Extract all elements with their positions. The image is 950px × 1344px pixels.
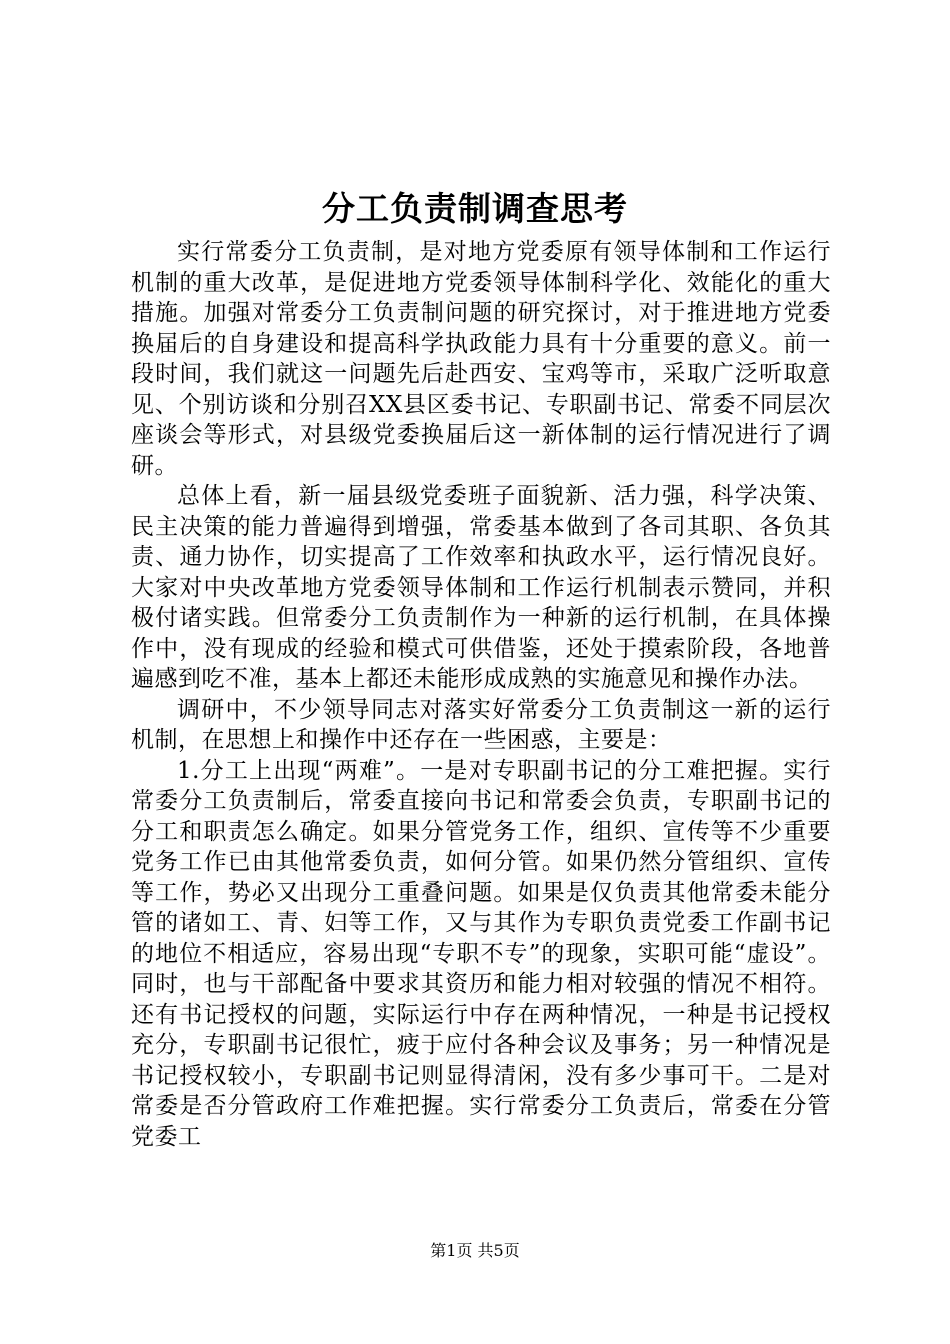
paragraph-3: 调研中，不少领导同志对落实好常委分工负责制这一新的运行机制，在思想上和操作中还存在一些困惑，主要是：	[131, 696, 831, 753]
paragraph-1: 实行常委分工负责制，是对地方党委原有领导体制和工作运行机制的重大改革，是促进地方党委领导体制科学化、效能化的重大措施。加强对常委分工负责制问题的研究探讨，对于推进地方党委换届后的自身建设和提高科学执政能力具有十分重要的意义。前一段时间，我们就这一问题先后赴西安、宝鸡等市，采取广泛听取意见、个别访谈和分别召XX县区委书记、专职副书记、常委不同层次座谈会等形式，对县级党委换届后这一新体制的运行情况进行了调研。	[131, 239, 831, 479]
document-body	[131, 237, 831, 1152]
document-title: 分工负责制调查思考	[322, 189, 628, 228]
paragraph-4: 1.分工上出现“两难”。一是对专职副书记的分工难把握。实行常委分工负责制后，常委直接向书记和常委会负责，专职副书记的分工和职责怎么确定。如果分管党务工作，组织、宣传等不少重要党务工作已由其他常委负责，如何分管。如果仍然分管组织、宣传等工作，势必又出现分工重叠问题。如果是仅负责其他常委未能分管的诸如工、青、妇等工作，又与其作为专职负责党委工作副书记的地位不相适应，容易出现“专职不专”的现象，实职可能“虚设”。同时，也与干部配备中要求其资历和能力相对较强的情况不相符。还有书记授权的问题，实际运行中存在两种情况，一种是书记授权充分，专职副书记很忙，疲于应付各种会议及事务；另一种情况是书记授权较小，专职副书记则显得清闲，没有多少事可干。二是对常委是否分管政府工作难把握。实行常委分工负责后，常委在分管党委工	[131, 757, 831, 1150]
page-footer	[0, 1240, 950, 1262]
paragraph-2: 总体上看，新一届县级党委班子面貌新、活力强，科学决策、民主决策的能力普遍得到增强，常委基本做到了各司其职、各负其责、通力协作，切实提高了工作效率和执政水平，运行情况良好。大家对中央改革地方党委领导体制和工作运行机制表示赞同，并积极付诸实践。但常委分工负责制作为一种新的运行机制，在具体操作中，没有现成的经验和模式可供借鉴，还处于摸索阶段，各地普遍感到吃不准，基本上都还未能形成成熟的实施意见和操作办法。	[131, 483, 831, 692]
page-number: 第1页 共5页	[430, 1241, 520, 1260]
